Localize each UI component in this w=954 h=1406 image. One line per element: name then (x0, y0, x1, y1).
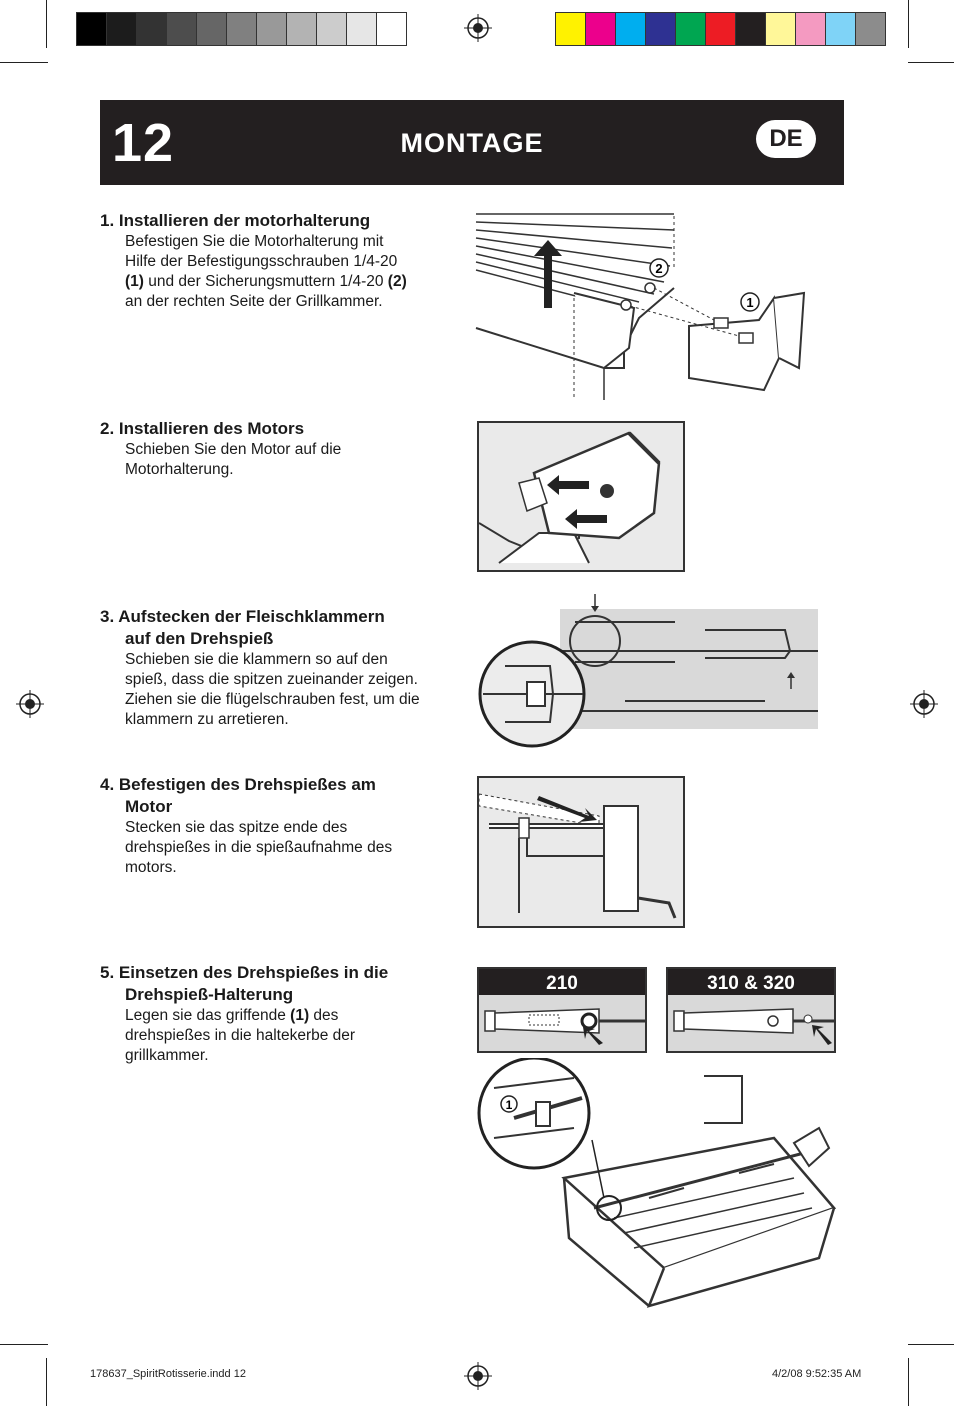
callout-number: 2 (655, 261, 663, 276)
gray-swatch (137, 13, 167, 45)
model-label: 310 & 320 (707, 973, 795, 994)
color-swatch (586, 13, 616, 45)
step-text: Legen sie das griffende (125, 1007, 291, 1024)
step-heading: 4. Befestigen des Drehspießes am (100, 775, 376, 794)
model-label: 210 (546, 973, 578, 994)
gray-calibration-bar (76, 12, 407, 46)
step-4 (100, 774, 430, 878)
color-swatch (556, 13, 586, 45)
step-text: Befestigen Sie die Motorhalterung mit Hilfe der Befestigungsschrauben 1/4-20 (125, 233, 398, 270)
page-number: 12 (112, 113, 175, 173)
registration-mark-icon (16, 690, 44, 718)
spit-motor-illustration (479, 778, 683, 926)
page-title: MONTAGE (400, 128, 544, 158)
step-heading: Motor (125, 797, 173, 816)
footer-file-info: 178637_SpiritRotisserie.indd 12 (90, 1368, 246, 1380)
gray-swatch (287, 13, 317, 45)
figure-motor-bracket (474, 208, 824, 403)
color-swatch (766, 13, 796, 45)
color-swatch (616, 13, 646, 45)
color-calibration-bar (555, 12, 886, 46)
color-swatch (736, 13, 766, 45)
gray-swatch (317, 13, 347, 45)
model-210-illustration (479, 969, 645, 1051)
figure-model-210 (477, 967, 647, 1053)
gray-swatch (377, 13, 406, 45)
crop-mark (0, 62, 48, 63)
figure-spit-motor (477, 776, 685, 928)
step-body: Schieben Sie den Motor auf die Motorhalterung. (125, 441, 342, 478)
gray-swatch (257, 13, 287, 45)
callout-number: 1 (746, 295, 754, 310)
figure-grill-spit (474, 1058, 836, 1308)
color-swatch (796, 13, 826, 45)
step-body (100, 1006, 415, 1066)
step-body: Stecken sie das spitze ende des drehspießes in die spießaufnahme des motors. (125, 819, 393, 876)
gray-swatch (77, 13, 107, 45)
crop-mark (908, 1344, 954, 1345)
crop-mark (0, 1344, 48, 1345)
crop-mark (908, 1358, 909, 1406)
color-swatch (826, 13, 856, 45)
step-heading: 1. Installieren der motorhalterung (100, 211, 371, 230)
step-heading: 5. Einsetzen des Drehspießes in die (100, 963, 389, 982)
color-swatch (856, 13, 885, 45)
gray-swatch (227, 13, 257, 45)
crop-mark (908, 62, 954, 63)
gray-swatch (167, 13, 197, 45)
color-swatch (706, 13, 736, 45)
step-text: an der rechten Seite der Grillkammer. (125, 293, 383, 310)
figure-spit-forks (475, 594, 820, 749)
spit-forks-illustration (475, 594, 820, 749)
callout-ref: (2) (387, 273, 407, 290)
section-header (100, 100, 844, 185)
crop-mark (46, 0, 47, 48)
crop-mark (908, 0, 909, 48)
gray-swatch (197, 13, 227, 45)
crop-mark (46, 1358, 47, 1406)
step-heading: 3. Aufstecken der Fleischklammern (100, 607, 385, 626)
step-3 (100, 606, 430, 730)
color-swatch (646, 13, 676, 45)
step-5 (100, 962, 430, 1066)
callout-ref: (1) (125, 273, 144, 290)
footer-timestamp: 4/2/08 9:52:35 AM (772, 1368, 862, 1380)
step-body: Schieben sie die klammern so auf den spieß, dass die spitzen zueinander zeigen. Ziehen sie die flügelschrauben fest, um die klammern zu arretieren. (125, 651, 420, 728)
figure-motor (477, 421, 685, 572)
callout-number: 1 (505, 1098, 513, 1112)
step-heading: 2. Installieren des Motors (100, 419, 305, 438)
model-310-320-illustration (668, 969, 834, 1051)
step-text: des drehspießes in die haltekerbe der grillkammer. (125, 1007, 356, 1064)
gray-swatch (347, 13, 377, 45)
language-badge: DE (756, 120, 816, 158)
motor-illustration (479, 423, 683, 570)
step-body (100, 232, 415, 312)
figure-model-310-320 (666, 967, 836, 1053)
registration-mark-icon (464, 1362, 492, 1390)
callout-ref: (1) (290, 1007, 310, 1024)
color-swatch (676, 13, 706, 45)
registration-mark-icon (910, 690, 938, 718)
step-2 (100, 418, 430, 480)
registration-mark-icon (464, 14, 492, 42)
step-1 (100, 210, 430, 312)
step-heading: Drehspieß-Halterung (125, 985, 294, 1004)
gray-swatch (107, 13, 137, 45)
step-heading: auf den Drehspieß (125, 629, 274, 648)
step-text: und der Sicherungsmuttern 1/4-20 (143, 273, 388, 290)
